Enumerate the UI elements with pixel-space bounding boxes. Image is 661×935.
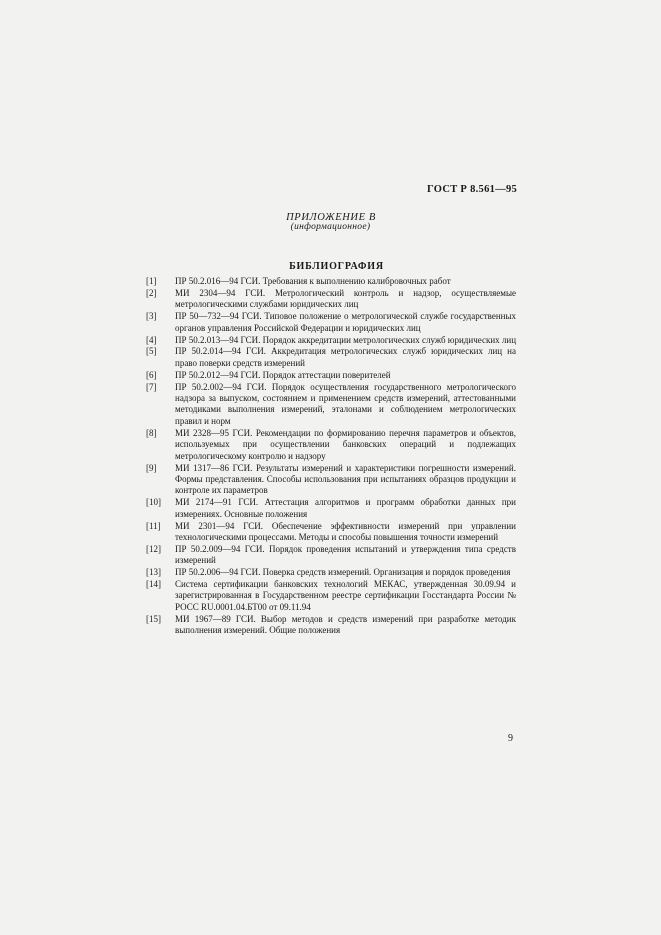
appendix-heading: [0, 212, 661, 232]
item-text: МИ 2174—91 ГСИ. Аттестация алгоритмов и программ обработки данных при измерениях. Основные положения: [175, 497, 516, 519]
bibliography-item: [146, 579, 516, 613]
item-number: [12]: [146, 543, 161, 554]
item-number: [1]: [146, 276, 157, 286]
item-number: [3]: [146, 311, 157, 322]
bibliography-item: [146, 311, 516, 334]
item-number: [4]: [146, 334, 157, 345]
item-text: ПР 50.2.006—94 ГСИ. Поверка средств измерений. Организация и порядок проведения: [175, 567, 511, 578]
bibliography-item: [146, 346, 516, 369]
item-text: ПР 50.2.013—94 ГСИ. Порядок аккредитации метрологических служб юридических лиц: [175, 334, 517, 345]
bibliography-item: [146, 544, 516, 567]
item-text: МИ 2304—94 ГСИ. Метрологический контроль и надзор, осуществляемые метрологическими службами юридических лиц: [175, 287, 516, 310]
bibliography-item: [146, 276, 516, 287]
item-number: [9]: [146, 462, 157, 473]
item-text: ПР 50.2.002—94 ГСИ. Порядок осуществления государственного метрологического надзора за выпуском, состоянием и применением средств измерений, аттестованными методиками выполнения измерений, эталонами и соблюдением метрологических правил и норм: [175, 381, 516, 426]
bibliography-item: [146, 567, 516, 578]
bibliography-item: [146, 497, 516, 520]
document-code: ГОСТ Р 8.561—95: [427, 184, 518, 195]
bibliography-item: [146, 463, 516, 497]
item-text: МИ 1317—86 ГСИ. Результаты измерений и характеристики погрешности измерений. Формы представления. Способы использования при испытаниях образцов продукции и контроле их параметров: [175, 462, 516, 496]
item-text: МИ 2328—95 ГСИ. Рекомендации по формированию перечня параметров и объектов, используемых при осуществлении банковских операций и подлежащих метрологическому контролю и надзору: [175, 427, 516, 461]
item-text: ПР 50.2.014—94 ГСИ. Аккредитация метрологических служб юридических лиц на право поверки средств измерений: [175, 346, 516, 368]
item-text: ПР 50.2.009—94 ГСИ. Порядок проведения испытаний и утверждения типа средств измерений: [175, 543, 516, 566]
item-text: Система сертификации банковских технологий МЕКАС, утвержденная 30.09.94 и зарегистрированная в Государственном реестре сертификации Госстандарта России № РОСС RU.0001.04.БТ00 от 09.11.94: [175, 579, 516, 612]
item-number: [15]: [146, 613, 161, 624]
bibliography-item: [146, 521, 516, 544]
item-text: МИ 1967—89 ГСИ. Выбор методов и средств измерений при разработке методик выполнения измерений. Общие положения: [175, 613, 516, 636]
bibliography-heading: БИБЛИОГРАФИЯ: [289, 261, 384, 272]
bibliography-list: [146, 276, 516, 637]
page-number: 9: [508, 733, 513, 744]
item-number: [11]: [146, 520, 161, 531]
item-text: ПР 50—732—94 ГСИ. Типовое положение о метрологической службе государственных органов управления Российской Федерации и юридических лиц: [175, 311, 516, 333]
item-text: ПР 50.2.016—94 ГСИ. Требования к выполнению калибровочных работ: [175, 276, 451, 286]
appendix-subtitle: (информационное): [290, 222, 371, 232]
bibliography-item: [146, 382, 516, 428]
item-number: [13]: [146, 567, 161, 578]
item-text: ПР 50.2.012—94 ГСИ. Порядок аттестации поверителей: [175, 369, 391, 380]
bibliography-item: [146, 288, 516, 311]
item-text: МИ 2301—94 ГСИ. Обеспечение эффективности измерений при управлении технологическими процессами. Методы и способы повышения точности измерений: [175, 520, 516, 542]
bibliography-item: [146, 428, 516, 462]
item-number: [10]: [146, 497, 161, 508]
item-number: [7]: [146, 381, 157, 392]
item-number: [2]: [146, 287, 157, 298]
bibliography-item: [146, 614, 516, 637]
bibliography-item: [146, 370, 516, 381]
bibliography-item: [146, 335, 516, 346]
item-number: [5]: [146, 346, 157, 357]
appendix-title: ПРИЛОЖЕНИЕ В: [286, 212, 376, 223]
item-number: [8]: [146, 427, 157, 438]
item-number: [6]: [146, 369, 157, 380]
item-number: [14]: [146, 579, 161, 590]
